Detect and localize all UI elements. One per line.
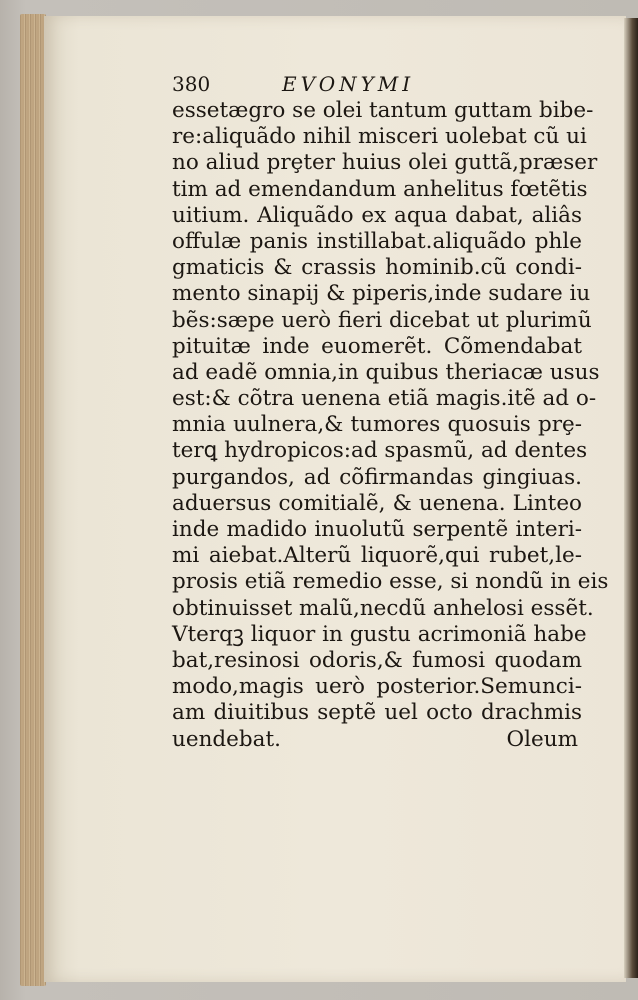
text-line: prosis etiã remedio esse, si nondũ in eis — [172, 569, 609, 595]
page-header — [172, 70, 582, 98]
text-line: est:& cõtra uenena etiã magis.itẽ ad o- — [172, 386, 597, 412]
page-gutter-right — [624, 18, 638, 978]
text-line: terꝗ hydropicos:ad spasmũ, ad dentes — [172, 438, 588, 464]
text-line-last — [172, 727, 582, 753]
text-line: gmaticis & crassis hominib.cũ condi- — [172, 255, 582, 281]
text-line: pituitæ inde euomerẽt. Cõmendabat — [172, 333, 582, 359]
text-line: no aliud prȩter huius olei guttã,præser — [172, 150, 598, 176]
text-line: bat,resinosi odoris,& fumosi quodam — [172, 647, 582, 673]
text-line: purgandos, ad cõfirmandas gingiuas. — [172, 464, 582, 490]
body-text — [172, 98, 609, 727]
text-line: inde madido inuolutũ serpentẽ interi- — [172, 517, 582, 542]
text-line: ad eadẽ omnia,in quibus theriacæ usus — [172, 359, 600, 385]
text-line: offulæ panis instillabat.aliquãdo phle — [172, 228, 582, 254]
text-line: modo,magis uerò posterior.Semunci- — [172, 674, 582, 700]
text-line: uitium. Aliquãdo ex aqua dabat, aliâs — [172, 202, 582, 228]
running-head: EVONYMI — [282, 72, 415, 96]
text-line: obtinuisset malũ,necdũ anhelosi essẽt. — [172, 595, 594, 621]
page-number: 380 — [172, 72, 211, 96]
text-line: am diuitibus septẽ uel octo drachmis — [172, 700, 582, 726]
text-line: essetægro se olei tantum guttam bibe- — [172, 98, 594, 123]
text-line: mi aiebat.Alterũ liquorẽ,qui rubet,le- — [172, 543, 582, 569]
last-line-text: uendebat. — [172, 726, 281, 752]
text-line: tim ad emendandum anhelitus fœtẽtis — [172, 176, 588, 202]
text-line: mnia uulnera,& tumores quosuis prȩ- — [172, 412, 582, 438]
text-line: bẽs:sæpe uerò fieri dicebat ut plurimũ — [172, 307, 592, 333]
text-line: Vterqꝫ liquor in gustu acrimoniã habe — [172, 621, 587, 647]
text-line: re:aliquãdo nihil misceri uolebat cũ ui — [172, 124, 587, 150]
catchword: Oleum — [506, 726, 578, 752]
text-line: aduersus comitialẽ, & uenena. Linteo — [172, 490, 582, 516]
text-block — [172, 70, 609, 753]
page-stack-left — [20, 14, 46, 986]
text-line: mento sinapij & piperis,inde sudare iu — [172, 281, 591, 307]
